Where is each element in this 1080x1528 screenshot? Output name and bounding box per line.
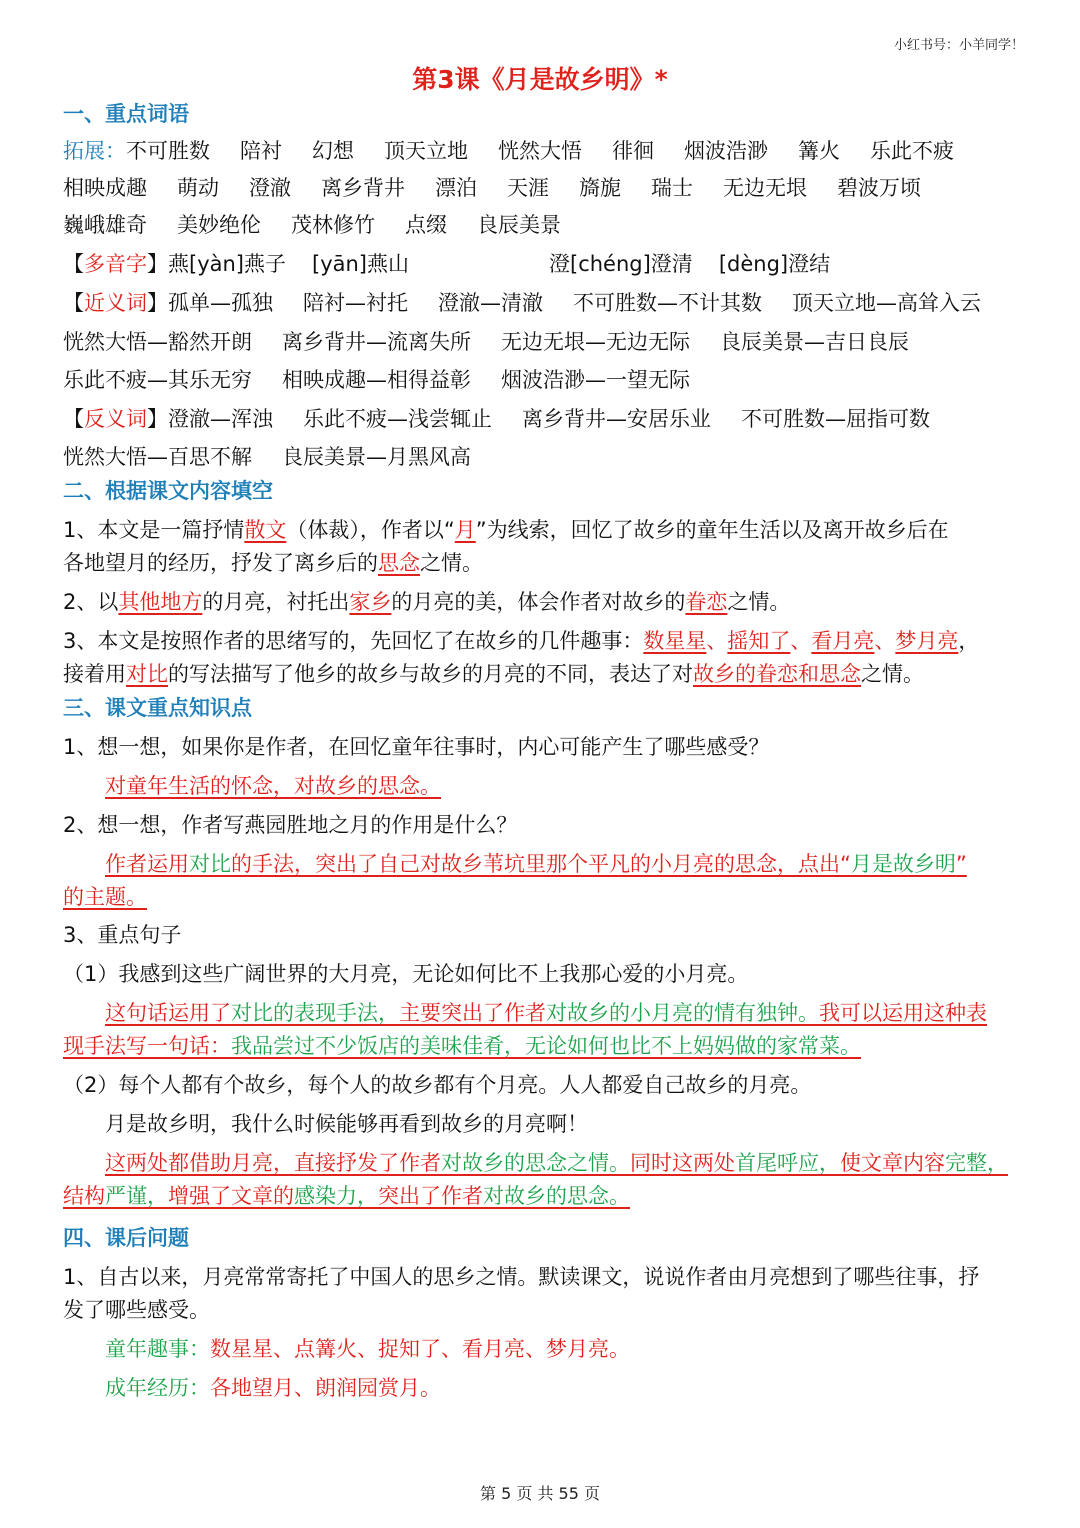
polyphone-item: 澄[chéng]澄清 bbox=[549, 252, 693, 276]
analysis-2-line2: 结构严谨，增强了文章的感染力，突出了作者对故乡的思念。 bbox=[63, 1184, 630, 1208]
vocab-word: 幻想 bbox=[312, 139, 354, 163]
answer-adult: 成年经历：各地望月、朗润园赏月。 bbox=[105, 1376, 441, 1400]
answer-childhood: 童年趣事：数星星、点篝火、捉知了、看月亮、梦月亮。 bbox=[105, 1337, 630, 1361]
vocab-row-1 bbox=[63, 135, 954, 165]
vocab-row-2 bbox=[63, 172, 921, 202]
answer-blank: 梦月亮 bbox=[895, 629, 959, 653]
answer-blank: 摇知了 bbox=[727, 629, 791, 653]
synonym-pair: 相映成趣—相得益彰 bbox=[282, 368, 471, 392]
analysis-1-line1: 这句话运用了对比的表现手法，主要突出了作者对故乡的小月亮的情有独钟。我可以运用这种表 bbox=[105, 1001, 987, 1025]
vocab-word: 茂林修竹 bbox=[291, 213, 375, 237]
page-title: 第3课《月是故乡明》* bbox=[412, 65, 668, 94]
antonym-pair: 不可胜数—屈指可数 bbox=[741, 407, 930, 431]
vocab-word: 陪衬 bbox=[240, 139, 282, 163]
vocab-word: 澄澈 bbox=[249, 176, 291, 200]
vocab-word: 美妙绝伦 bbox=[177, 213, 261, 237]
vocab-word: 不可胜数 bbox=[126, 139, 210, 163]
vocab-word: 点缀 bbox=[405, 213, 447, 237]
question-1: 1、想一想，如果你是作者，在回忆童年往事时，内心可能产生了哪些感受？ bbox=[63, 735, 770, 759]
synonym-pair: 不可胜数—不计其数 bbox=[573, 291, 762, 315]
vocab-row-3 bbox=[63, 209, 561, 239]
polyphone-item: 燕[yàn]燕子 bbox=[168, 252, 286, 276]
vocab-word: 萌动 bbox=[177, 176, 219, 200]
synonym-pair: 无边无垠—无边无际 bbox=[501, 330, 690, 354]
answer-blank: 故乡的眷恋和思念 bbox=[693, 662, 861, 686]
vocab-word: 无边无垠 bbox=[723, 176, 807, 200]
synonym-label: 近义词 bbox=[84, 291, 147, 315]
fill-q3-line2: 接着用对比的写法描写了他乡的故乡与故乡的月亮的不同，表达了对故乡的眷恋和思念之情。 bbox=[63, 662, 924, 686]
after-class-q1-line2: 发了哪些感受。 bbox=[63, 1298, 210, 1322]
synonym-pair: 乐此不疲—其乐无穷 bbox=[63, 368, 252, 392]
page-footer: 第 5 页 共 55 页 bbox=[480, 1484, 600, 1503]
answer-blank: 家乡 bbox=[349, 590, 392, 614]
antonym-pair: 离乡背井—安居乐业 bbox=[522, 407, 711, 431]
section-heading-3: 三、课文重点知识点 bbox=[63, 696, 252, 720]
answer-1: 对童年生活的怀念，对故乡的思念。 bbox=[105, 774, 441, 798]
polyphone-row: 【多音字】燕[yàn]燕子 [yān]燕山 澄[chéng]澄清 [dèng]澄结 bbox=[63, 252, 831, 276]
answer-2-line2: 的主题。 bbox=[63, 885, 147, 909]
key-sentence-2: （2）每个人都有个故乡，每个人的故乡都有个月亮。人人都爱自己故乡的月亮。 bbox=[63, 1073, 812, 1097]
polyphone-label: 多音字 bbox=[84, 252, 147, 276]
section-heading-1: 一、重点词语 bbox=[63, 102, 189, 126]
synonym-pair: 陪衬—衬托 bbox=[303, 291, 408, 315]
answer-blank: 数星星 bbox=[643, 629, 707, 653]
vocab-word: 篝火 bbox=[798, 139, 840, 163]
antonym-label: 反义词 bbox=[84, 407, 147, 431]
vocab-word: 瑞士 bbox=[651, 176, 693, 200]
answer-blank: 散文 bbox=[244, 518, 287, 542]
answer-blank: 对比 bbox=[126, 662, 168, 686]
vocab-word: 天涯 bbox=[507, 176, 549, 200]
answer-blank: 其他地方 bbox=[118, 590, 203, 614]
synonym-row-1: 【近义词】孤单—孤独 陪衬—衬托 澄澈—清澈 不可胜数—不计其数 顶天立地—高耸入云 bbox=[63, 287, 981, 317]
answer-blank: 眷恋 bbox=[685, 590, 728, 614]
vocab-word: 碧波万顷 bbox=[837, 176, 921, 200]
section-heading-4: 四、课后问题 bbox=[63, 1226, 189, 1250]
fill-q3-line1: 3、本文是按照作者的思绪写的，先回忆了在故乡的几件趣事：数星星、摇知了、看月亮、梦月亮， bbox=[63, 629, 980, 653]
antonym-pair: 澄澈—浑浊 bbox=[168, 407, 273, 431]
antonym-row-2 bbox=[63, 441, 471, 471]
antonym-pair: 恍然大悟—百思不解 bbox=[63, 445, 252, 469]
vocab-word: 恍然大悟 bbox=[498, 139, 582, 163]
key-sentences-heading: 3、重点句子 bbox=[63, 923, 182, 947]
vocab-word: 旖旎 bbox=[579, 176, 621, 200]
vocab-word: 乐此不疲 bbox=[870, 139, 954, 163]
synonym-pair: 顶天立地—高耸入云 bbox=[792, 291, 981, 315]
fill-q2: 2、以其他地方的月亮，衬托出家乡的月亮的美，体会作者对故乡的眷恋之情。 bbox=[63, 590, 791, 614]
synonym-pair: 烟波浩渺—一望无际 bbox=[501, 368, 690, 392]
synonym-pair: 澄澈—清澈 bbox=[438, 291, 543, 315]
vocab-word: 巍峨雄奇 bbox=[63, 213, 147, 237]
antonym-pair: 良辰美景—月黑风高 bbox=[282, 445, 471, 469]
vocab-word: 烟波浩渺 bbox=[684, 139, 768, 163]
polyphone-item: [yān]燕山 bbox=[312, 252, 409, 276]
fill-q1-line1: 1、本文是一篇抒情散文（体裁），作者以“月”为线索，回忆了故乡的童年生活以及离开故乡后在 bbox=[63, 518, 949, 542]
antonym-pair: 乐此不疲—浅尝辄止 bbox=[303, 407, 492, 431]
answer-blank: 思念 bbox=[378, 551, 420, 575]
fill-q1-line2: 各地望月的经历，抒发了离乡后的思念之情。 bbox=[63, 551, 483, 575]
vocab-word: 漂泊 bbox=[435, 176, 477, 200]
answer-blank: 看月亮 bbox=[811, 629, 875, 653]
synonym-pair: 良辰美景—吉日良辰 bbox=[720, 330, 909, 354]
key-sentence-2b: 月是故乡明，我什么时候能够再看到故乡的月亮啊！ bbox=[105, 1112, 588, 1136]
synonym-row-3 bbox=[63, 364, 690, 394]
vocab-word: 离乡背井 bbox=[321, 176, 405, 200]
analysis-1-line2: 现手法写一句话：我品尝过不少饭店的美味佳肴，无论如何也比不上妈妈做的家常菜。 bbox=[63, 1034, 861, 1058]
antonym-row-1: 【反义词】澄澈—浑浊 乐此不疲—浅尝辄止 离乡背井—安居乐业 不可胜数—屈指可数 bbox=[63, 403, 930, 433]
polyphone-item: [dèng]澄结 bbox=[718, 252, 831, 276]
vocab-word: 徘徊 bbox=[612, 139, 654, 163]
after-class-q1-line1: 1、自古以来，月亮常常寄托了中国人的思乡之情。默读课文，说说作者由月亮想到了哪些往事，抒 bbox=[63, 1265, 980, 1289]
answer-blank: 月 bbox=[454, 518, 476, 542]
watermark: 小红书号：小羊同学！ bbox=[893, 38, 1024, 53]
vocab-word: 良辰美景 bbox=[477, 213, 561, 237]
synonym-pair: 离乡背井—流离失所 bbox=[282, 330, 471, 354]
synonym-pair: 恍然大悟—豁然开朗 bbox=[63, 330, 252, 354]
synonym-pair: 孤单—孤独 bbox=[168, 291, 273, 315]
vocab-word: 相映成趣 bbox=[63, 176, 147, 200]
question-2: 2、想一想，作者写燕园胜地之月的作用是什么？ bbox=[63, 813, 518, 837]
key-sentence-1: （1）我感到这些广阔世界的大月亮，无论如何比不上我那心爱的小月亮。 bbox=[63, 962, 749, 986]
synonym-row-2 bbox=[63, 326, 909, 356]
answer-2-line1: 作者运用对比的手法，突出了自己对故乡苇坑里那个平凡的小月亮的思念，点出“月是故乡明” bbox=[105, 852, 967, 876]
analysis-2-line1: 这两处都借助月亮，直接抒发了作者对故乡的思念之情。同时这两处首尾呼应，使文章内容完整， bbox=[105, 1151, 1008, 1175]
vocab-word: 顶天立地 bbox=[384, 139, 468, 163]
section-heading-2: 二、根据课文内容填空 bbox=[63, 479, 273, 503]
expand-label: 拓展： bbox=[63, 139, 126, 163]
